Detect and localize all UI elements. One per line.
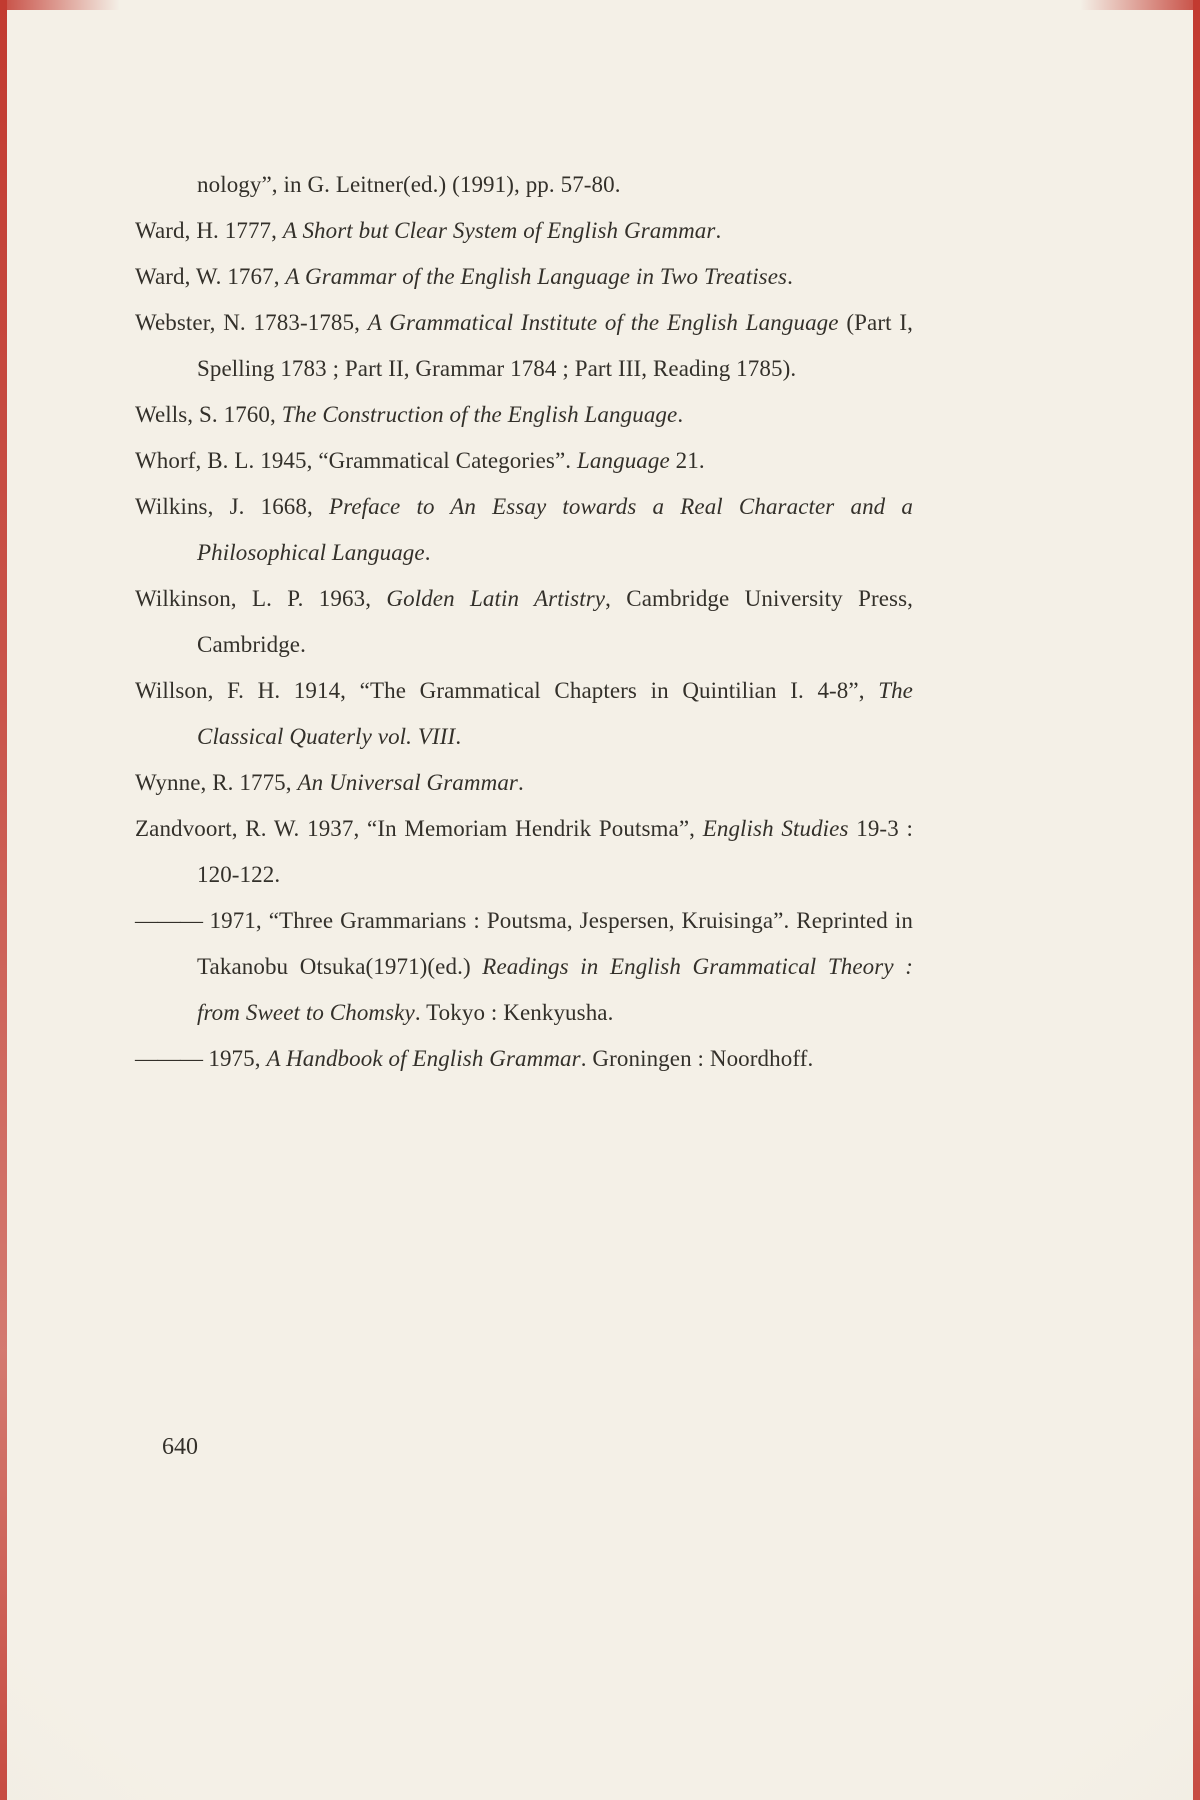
entry-text: 1975, (202, 1046, 267, 1071)
entry-title-italic: A Short but Clear System of English Grammar (282, 218, 716, 243)
entry-text: Willson, F. H. 1914, “The Grammatical Chapters in Quintilian I. 4-8”, (135, 678, 879, 703)
scan-corner-top-left (0, 0, 120, 10)
bibliography-entry (135, 576, 913, 668)
bibliography-entry (135, 806, 913, 898)
entry-text: Webster, N. 1783-1785, (135, 310, 368, 335)
entry-title-italic: A Handbook of English Grammar (266, 1046, 581, 1071)
bibliography-entry (135, 438, 913, 484)
entry-title-italic: Golden Latin Artistry (386, 586, 606, 611)
entry-text: nology”, in G. Leitner(ed.) (1991), pp. 57-80. (197, 172, 621, 197)
bibliography-entry (135, 1036, 913, 1082)
entry-text: . (424, 540, 431, 565)
bibliography-entry (135, 254, 913, 300)
entry-text: Wells, S. 1760, (135, 402, 282, 427)
same-author-dash: ——— (135, 908, 203, 933)
entry-title-italic: Language (577, 448, 670, 473)
bibliography-entry (135, 392, 913, 438)
entry-title-italic: The Classical Quaterly vol. VIII (197, 678, 913, 749)
same-author-dash: ——— (135, 1046, 203, 1071)
entry-title-italic: Readings in English Grammatical Theory : from Sweet to Chomsky (197, 954, 913, 1025)
entry-text: Wynne, R. 1775, (135, 770, 298, 795)
entry-title-italic: English Studies (702, 816, 849, 841)
scan-edge-left (0, 0, 7, 1800)
entry-text: . (455, 724, 462, 749)
bibliography-entry (135, 898, 913, 1036)
entry-text: 1971, “Three Grammarians : Poutsma, Jespersen, Kruisinga”. Reprinted in Takanobu Otsuka(1971)(ed.) (197, 908, 913, 979)
scan-corner-top-right (1080, 0, 1200, 10)
entry-title-italic: Preface to An Essay towards a Real Character and a Philosophical Language (197, 494, 913, 565)
entry-text: 21. (669, 448, 705, 473)
entry-title-italic: A Grammatical Institute of the English Language (367, 310, 839, 335)
bibliography-entry-continuation (135, 162, 913, 208)
entry-text: Ward, W. 1767, (135, 264, 286, 289)
scan-edge-right (1193, 0, 1200, 1800)
entry-text: . Tokyo : Kenkyusha. (414, 1000, 614, 1025)
bibliography-entry (135, 668, 913, 760)
entry-title-italic: The Construction of the English Language (281, 402, 678, 427)
bibliography-entry (135, 208, 913, 254)
entry-title-italic: An Universal Grammar (297, 770, 518, 795)
entry-title-italic: A Grammar of the English Language in Two Treatises (285, 264, 788, 289)
entry-text: , Cambridge University Press, Cambridge. (197, 586, 913, 657)
entry-text: . (715, 218, 722, 243)
entry-text: (Part I, Spelling 1783 ; Part II, Grammar 1784 ; Part III, Reading 1785). (197, 310, 913, 381)
bibliography-list (135, 162, 913, 1082)
entry-text: Zandvoort, R. W. 1937, “In Memoriam Hendrik Poutsma”, (135, 816, 703, 841)
entry-text: Whorf, B. L. 1945, “Grammatical Categories”. (135, 448, 577, 473)
entry-text: . (517, 770, 524, 795)
entry-text: Ward, H. 1777, (135, 218, 283, 243)
entry-text: . Groningen : Noordhoff. (580, 1046, 814, 1071)
entry-text: . (677, 402, 684, 427)
bibliography-entry (135, 300, 913, 392)
entry-text: Wilkinson, L. P. 1963, (135, 586, 387, 611)
page-number: 640 (162, 1434, 198, 1460)
entry-text: . (787, 264, 793, 289)
entry-text: 19-3 : 120-122. (197, 816, 913, 887)
bibliography-entry (135, 484, 913, 576)
bibliography-entry (135, 760, 913, 806)
entry-text: Wilkins, J. 1668, (135, 494, 329, 519)
